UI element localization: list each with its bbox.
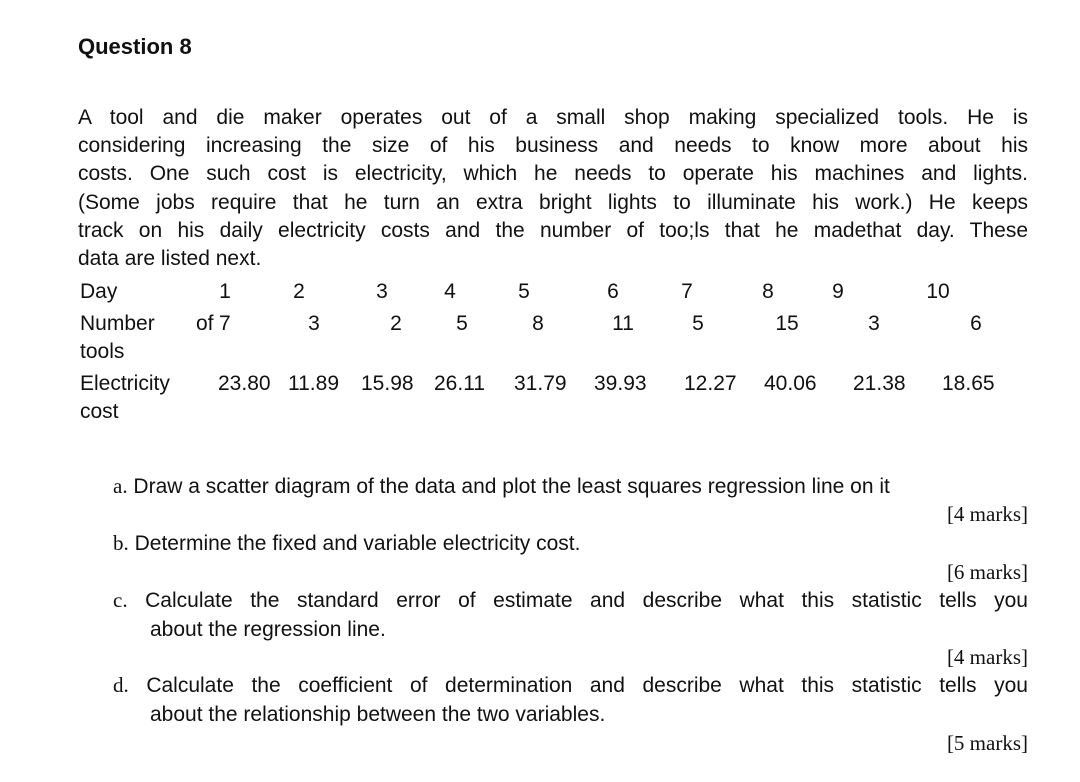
- day-cell: 4: [444, 280, 456, 303]
- tools-row-label-of: of: [196, 312, 214, 335]
- question-marks: [6 marks]: [946, 560, 1028, 584]
- question-letter: a.: [113, 474, 128, 498]
- day-cell: 9: [832, 280, 844, 303]
- day-cell: 5: [518, 280, 530, 303]
- tools-cell: 2: [390, 312, 402, 335]
- day-cell: 1: [219, 280, 231, 303]
- question-text: Calculate the coefficient of determination and describe what this statistic tells you: [146, 674, 1028, 697]
- intro-line: data are listed next.: [78, 247, 262, 271]
- day-row-label: Day: [80, 280, 118, 303]
- intro-line: costs. One such cost is electricity, which he needs to operate his machines and lights.: [78, 162, 1028, 186]
- day-cell: 10: [926, 280, 950, 303]
- cost-cell: 11.89: [288, 372, 339, 395]
- question-text: Draw a scatter diagram of the data and plot the least squares regression line on it: [133, 475, 890, 498]
- question-letter: b.: [113, 531, 129, 555]
- question-a: [113, 472, 1028, 502]
- tools-cell: 5: [456, 312, 468, 335]
- cost-row-label: Electricity: [80, 372, 170, 395]
- day-cell: 6: [607, 280, 619, 303]
- question-marks: [4 marks]: [946, 502, 1028, 526]
- intro-line: considering increasing the size of his business and needs to know more about his: [78, 134, 1028, 158]
- question-d: [113, 671, 1028, 729]
- question-letter: d.: [113, 673, 129, 697]
- cost-cell: 18.65: [942, 372, 995, 395]
- cost-cell: 15.98: [361, 372, 414, 395]
- cost-cell: 26.11: [434, 372, 485, 395]
- tools-cell: 15: [775, 312, 799, 335]
- question-text: Calculate the standard error of estimate and describe what this statistic tells you: [145, 589, 1028, 612]
- tools-cell: 7: [219, 312, 231, 335]
- tools-row-label: Number: [80, 312, 155, 335]
- tools-cell: 6: [970, 312, 982, 335]
- cost-cell: 39.93: [594, 372, 647, 395]
- question-text: Determine the fixed and variable electricity cost.: [134, 532, 581, 555]
- cost-row-label-cont: cost: [80, 400, 119, 423]
- cost-cell: 12.27: [684, 372, 737, 395]
- question-text-cont: about the regression line.: [150, 617, 386, 641]
- question-letter: c.: [113, 588, 128, 612]
- day-cell: 2: [293, 280, 305, 303]
- intro-line: (Some jobs require that he turn an extra bright lights to illuminate his work.) He keeps: [78, 190, 1028, 214]
- day-cell: 3: [376, 280, 388, 303]
- tools-cell: 3: [868, 312, 880, 335]
- cost-cell: 23.80: [218, 372, 271, 395]
- intro-paragraph: [78, 104, 1028, 273]
- question-c: [113, 586, 1028, 644]
- tools-cell: 3: [308, 312, 320, 335]
- question-title: Question 8: [78, 34, 192, 59]
- cost-cell: 31.79: [514, 372, 567, 395]
- day-cell: 7: [681, 280, 693, 303]
- cost-cell: 21.38: [853, 372, 906, 395]
- tools-cell: 5: [692, 312, 704, 335]
- day-cell: 8: [762, 280, 774, 303]
- question-marks: [5 marks]: [946, 731, 1028, 755]
- question-b: [113, 529, 1028, 559]
- cost-cell: 40.06: [764, 372, 817, 395]
- tools-cell: 8: [532, 312, 544, 335]
- question-marks: [4 marks]: [946, 645, 1028, 669]
- tools-row-label-cont: tools: [80, 340, 125, 363]
- tools-cell: 11: [612, 312, 634, 335]
- intro-line: track on his daily electricity costs and the number of too;ls that he madethat day. These: [78, 218, 1028, 242]
- question-text-cont: about the relationship between the two variables.: [150, 702, 606, 726]
- intro-line: A tool and die maker operates out of a small shop making specialized tools. He is: [78, 106, 1028, 129]
